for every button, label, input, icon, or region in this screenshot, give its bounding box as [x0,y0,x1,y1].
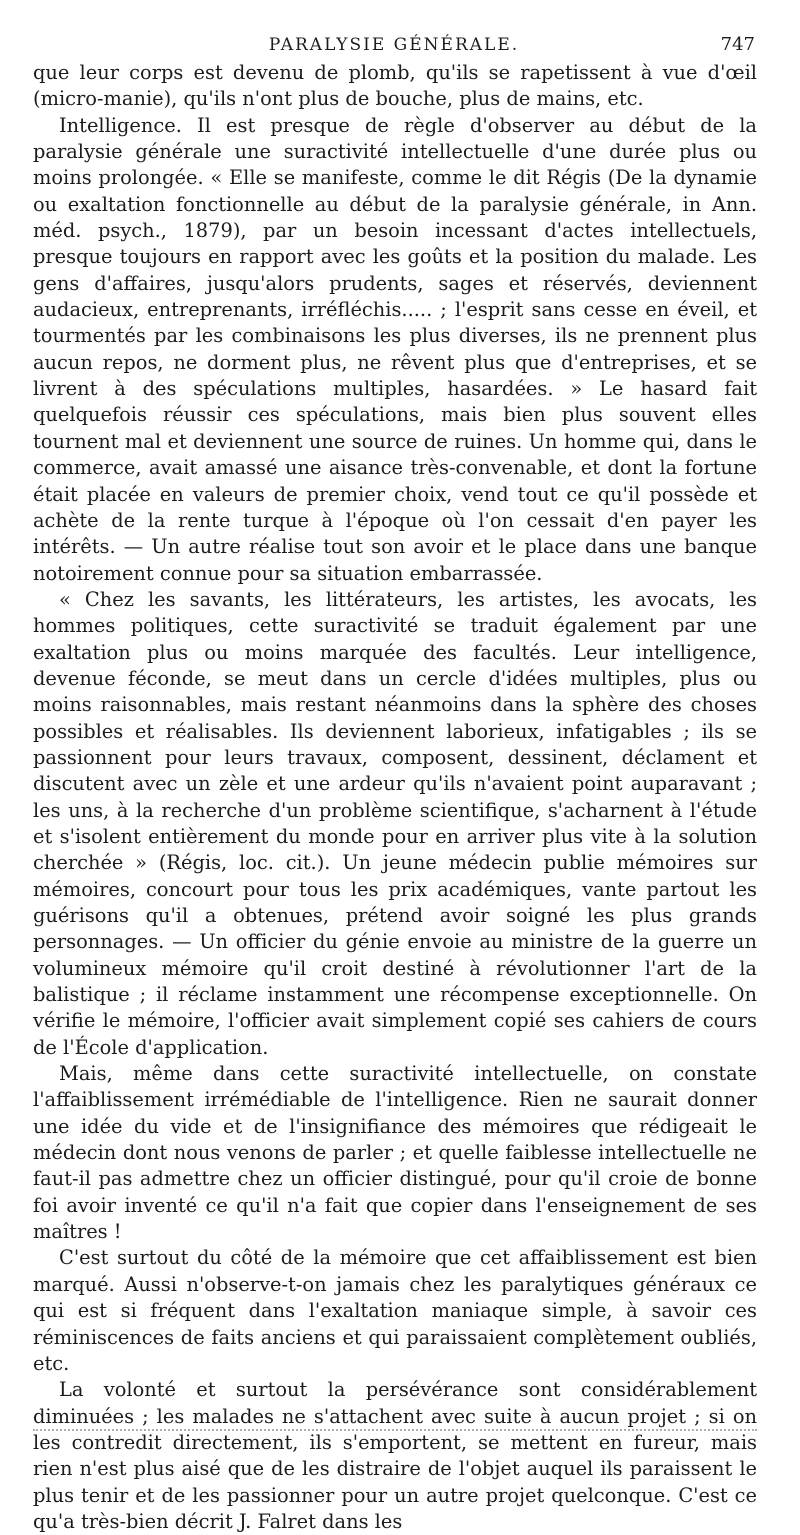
page-number: 747 [720,34,755,55]
paragraph-memoire: C'est surtout du côté de la mémoire que cet affaiblissement est bien marqué. Aussi n'observe-t-on jamais chez les paralytiques généraux ce qui est si fréquent dans l'exaltation maniaque simple, à savoir ces réminiscences de faits anciens et qui paraissaient complètement oubliés, etc. [33,1246,757,1375]
body-text [33,60,757,1535]
footer-dotted-rule [33,1429,757,1431]
paragraph-volonte: La volonté et surtout la persévérance sont considérablement diminuées ; les malades ne s'attachent avec suite à aucun projet ; si on les contredit directement, ils s'emportent, se mettent en fureur, mais rien n'est plus aisé que de les distraire de l'objet auquel ils paraissent le plus tenir et de les passionner pour un autre projet quelconque. C'est ce qu'a très-bien décrit J. Falret dans les [33,1378,757,1533]
paragraph-affaiblissement: Mais, même dans cette suractivité intellectuelle, on constate l'affaiblissement irrémédiable de l'intelligence. Rien ne saurait donner une idée du vide et de l'insignifiance des mémoires que rédigeait le médecin dont nous venons de parler ; et quelle faiblesse intellectuelle ne faut-il pas admettre chez un officier distingué, pour qu'il croie de bonne foi avoir inventé ce qu'il n'a fait que copier dans l'enseignement de ses maîtres ! [33,1062,757,1244]
paragraph-savants: « Chez les savants, les littérateurs, les artistes, les avocats, les hommes politiques, cette suractivité se traduit également par une exaltation plus ou moins marquée des facultés. Leur intelligence, devenue féconde, se meut dans un cercle d'idées multiples, plus ou moins raisonnables, mais restant néanmoins dans la sphère des choses possibles et réalisables. Ils deviennent laborieux, infatigables ; ils se passionnent pour leurs travaux, composent, dessinent, déclament et discutent avec un zèle et une ardeur qu'ils n'avaient point auparavant ; les uns, à la recherche d'un problème scientifique, s'acharnent à l'étude et s'isolent entièrement du monde pour en arriver plus vite à la solution cherchée » (Régis, loc. cit.). Un jeune médecin publie mémoires sur mémoires, concourt pour tous les prix académiques, vante partout les guérisons qu'il a obtenues, prétend avoir soigné les plus grands personnages. — Un officier du génie envoie au ministre de la guerre un volumineux mémoire qu'il croit destiné à révolutionner l'art de la balistique ; il réclame instamment une récompense exceptionnelle. On vérifie le mémoire, l'officier avait simplement copié ses cahiers de cours de l'École d'application. [33,587,757,1059]
paragraph-intelligence: Intelligence. Il est presque de règle d'observer au début de la paralysie générale une suractivité intellectuelle d'une durée plus ou moins prolongée. « Elle se manifeste, comme le dit Régis (De la dynamie ou exaltation fonctionnelle au début de la paralysie générale, in Ann. méd. psych., 1879), par un besoin incessant d'actes intellectuels, presque toujours en rapport avec les goûts et la position du malade. Les gens d'affaires, jusqu'alors prudents, sages et réservés, deviennent audacieux, entreprenants, irréfléchis..... ; l'esprit sans cesse en éveil, et tourmentés par les combinaisons les plus diverses, ils ne prennent plus aucun repos, ne dorment plus, ne rêvent plus que d'entreprises, et se livrent à des spéculations multiples, hasardées. » Le hasard fait quelquefois réussir ces spéculations, mais bien plus souvent elles tournent mal et deviennent une source de ruines. Un homme qui, dans le commerce, avait amassé une aisance très-convenable, et dont la fortune était placée en valeurs de premier choix, vend tout ce qu'il possède et achète de la rente turque à l'époque où l'on cessait d'en payer les intérêts. — Un autre réalise tout son avoir et le place dans une banque notoirement connue pour sa situation embarrassée. [33,113,757,585]
paragraph-1: que leur corps est devenu de plomb, qu'ils se rapetissent à vue d'œil (micro-manie), qu'ils n'ont plus de bouche, plus de mains, etc. [33,61,757,111]
page-header [33,30,755,60]
running-title: PARALYSIE GÉNÉRALE. [268,35,520,55]
